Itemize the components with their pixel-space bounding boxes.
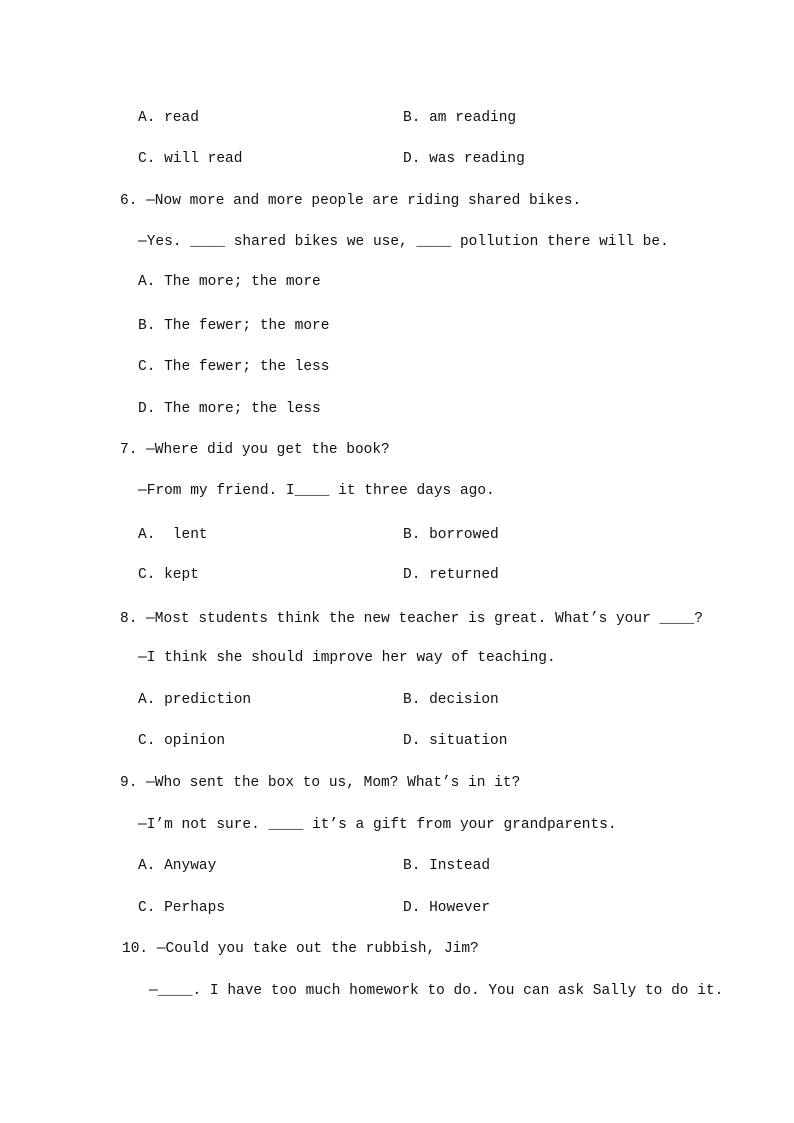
- option-6c: C. The fewer; the less: [138, 359, 330, 375]
- question-9-reply: —I’m not sure. ____ it’s a gift from your grandparents.: [138, 817, 617, 833]
- option-8c: C. opinion: [138, 733, 226, 749]
- question-7: 7. —Where did you get the book?: [120, 442, 390, 458]
- option-6a: A. The more; the more: [138, 274, 321, 290]
- option-8b: B. decision: [403, 692, 499, 708]
- option-5c: C. will read: [138, 151, 243, 167]
- option-6b: B. The fewer; the more: [138, 318, 330, 334]
- option-9c: C. Perhaps: [138, 900, 226, 916]
- option-7b: B. borrowed: [403, 527, 499, 543]
- question-10-reply: —____. I have too much homework to do. You can ask Sally to do it.: [149, 983, 724, 999]
- question-7-reply: —From my friend. I____ it three days ago.: [138, 483, 495, 499]
- option-6d: D. The more; the less: [138, 401, 321, 417]
- option-8a: A. prediction: [138, 692, 252, 708]
- option-5b: B. am reading: [403, 110, 517, 126]
- option-9b: B. Instead: [403, 858, 491, 874]
- question-8: 8. —Most students think the new teacher is great. What’s your ____?: [120, 611, 703, 627]
- question-9: 9. —Who sent the box to us, Mom? What’s in it?: [120, 775, 521, 791]
- option-7d: D. returned: [403, 567, 499, 583]
- question-6-reply: —Yes. ____ shared bikes we use, ____ pollution there will be.: [138, 234, 669, 250]
- option-7a: A. lent: [138, 527, 208, 543]
- option-5d: D. was reading: [403, 151, 525, 167]
- question-6: 6. —Now more and more people are riding shared bikes.: [120, 193, 582, 209]
- option-9a: A. Anyway: [138, 858, 217, 874]
- question-10: 10. —Could you take out the rubbish, Jim?: [122, 941, 479, 957]
- option-5a: A. read: [138, 110, 199, 126]
- option-8d: D. situation: [403, 733, 508, 749]
- question-8-reply: —I think she should improve her way of teaching.: [138, 650, 556, 666]
- option-7c: C. kept: [138, 567, 199, 583]
- option-9d: D. However: [403, 900, 491, 916]
